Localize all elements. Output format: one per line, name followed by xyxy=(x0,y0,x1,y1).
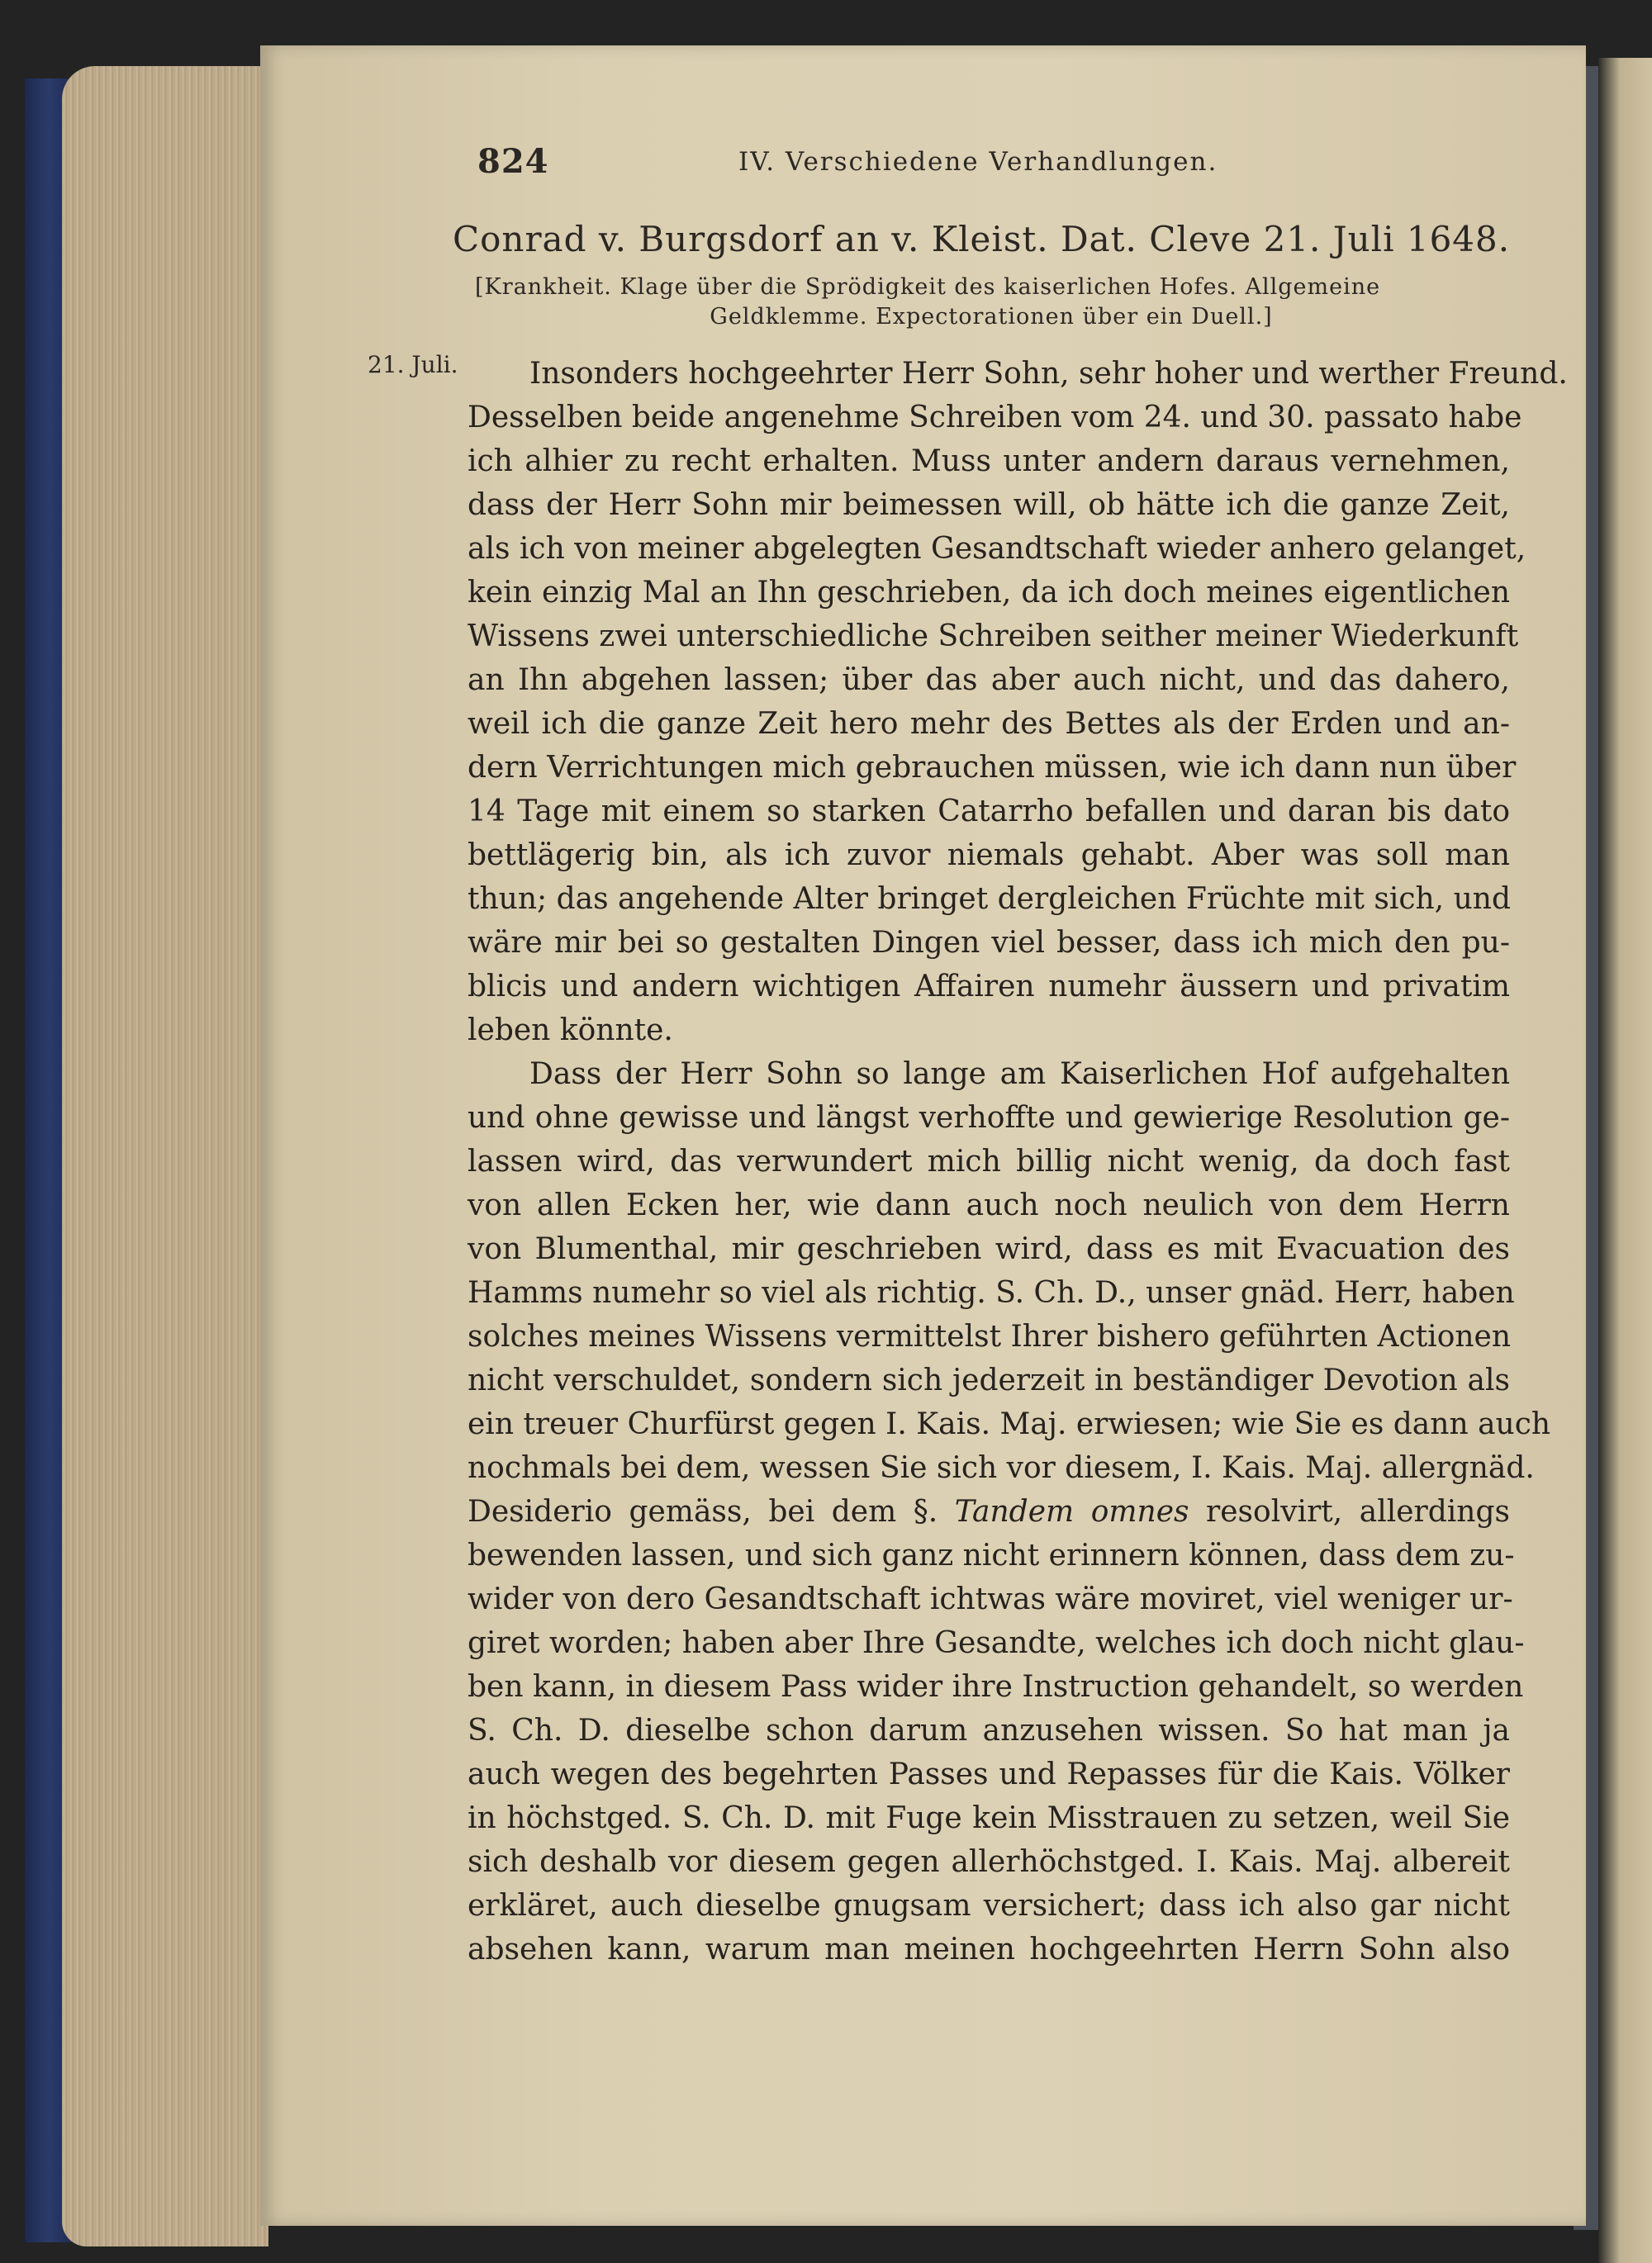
running-head: IV. Verschiedene Verhandlungen. xyxy=(738,147,1218,177)
text-line: als ich von meiner abgelegten Gesandtschaft wieder anhero gelanget, xyxy=(468,532,1526,566)
text-segment: Desiderio gemäss, bei dem §. xyxy=(468,1495,938,1529)
text-line: nicht verschuldet, sondern sich jederzeit in beständiger Devotion als xyxy=(468,1364,1510,1397)
letter-heading: Conrad v. Burgsdorf an v. Kleist. Dat. Cleve 21. Juli 1648. xyxy=(453,219,1511,259)
summary-line: [Krankheit. Klage über die Sprödigkeit des kaiserlichen Hofes. Allgemeine xyxy=(475,274,1381,300)
text-line: bewenden lassen, und sich ganz nicht erinnern können, dass dem zu- xyxy=(468,1539,1515,1573)
text-line: Desselben beide angenehme Schreiben vom 24. und 30. passato habe xyxy=(468,401,1522,434)
text-line: in höchstged. S. Ch. D. mit Fuge kein Misstrauen zu setzen, weil Sie xyxy=(468,1801,1510,1835)
margin-date: 21. Juli. xyxy=(368,351,458,378)
letter-summary xyxy=(475,273,1507,333)
text-line: wider von dero Gesandtschaft ichtwas wäre moviret, viel weniger ur- xyxy=(468,1582,1513,1616)
text-line: wäre mir bei so gestalten Dingen viel besser, dass ich mich den pu- xyxy=(468,926,1510,960)
body-text xyxy=(468,352,1568,1971)
text-line: giret worden; haben aber Ihre Gesandte, welches ich doch nicht glau- xyxy=(468,1626,1525,1660)
text-line: absehen kann, warum man meinen hochgeehrten Herrn Sohn also xyxy=(468,1933,1510,1966)
page-number: 824 xyxy=(477,142,549,181)
text-line: lassen wird, das verwundert mich billig nicht wenig, da doch fast xyxy=(468,1145,1510,1179)
summary-line: Geldklemme. Expectorationen über ein Duell.] xyxy=(710,304,1273,330)
facing-page-edge xyxy=(1598,58,1652,2263)
text-line: von allen Ecken her, wie dann auch noch neulich von dem Herrn xyxy=(468,1188,1510,1222)
text-line: solches meines Wissens vermittelst Ihrer bishero geführten Actionen xyxy=(468,1320,1512,1354)
text-line: an Ihn abgehen lassen; über das aber auch nicht, und das dahero, xyxy=(468,663,1510,697)
text-line: nochmals bei dem, wessen Sie sich vor diesem, I. Kais. Maj. allergnäd. xyxy=(468,1451,1535,1485)
text-line: Hamms numehr so viel als richtig. S. Ch. D., unser gnäd. Herr, haben xyxy=(468,1276,1515,1310)
text-line: sich deshalb vor diesem gegen allerhöchstged. I. Kais. Maj. albereit xyxy=(468,1845,1510,1879)
text-line: erkläret, auch dieselbe gnugsam versichert; dass ich also gar nicht xyxy=(468,1889,1510,1923)
text-line: ich alhier zu recht erhalten. Muss unter andern daraus vernehmen, xyxy=(468,444,1510,478)
text-line: von Blumenthal, mir geschrieben wird, dass es mit Evacuation des xyxy=(468,1232,1510,1266)
text-line: dern Verrichtungen mich gebrauchen müssen, wie ich dann nun über xyxy=(468,751,1517,785)
page-header xyxy=(477,142,1634,192)
text-line: thun; das angehende Alter bringet dergleichen Früchte mit sich, und xyxy=(468,882,1511,916)
text-line: weil ich die ganze Zeit hero mehr des Bettes als der Erden und an- xyxy=(468,707,1510,741)
text-line: Insonders hochgeehrter Herr Sohn, sehr hoher und werther Freund. xyxy=(529,357,1568,391)
text-segment: resolvirt, allerdings xyxy=(1206,1495,1511,1529)
text-line: bettlägerig bin, als ich zuvor niemals gehabt. Aber was soll man xyxy=(468,838,1510,872)
text-line: 14 Tage mit einem so starken Catarrho befallen und daran bis dato xyxy=(468,795,1510,828)
text-line: auch wegen des begehrten Passes und Repasses für die Kais. Völker xyxy=(468,1758,1510,1791)
text-line: kein einzig Mal an Ihn geschrieben, da ich doch meines eigentlichen xyxy=(468,576,1510,610)
text-line: dass der Herr Sohn mir beimessen will, ob hätte ich die ganze Zeit, xyxy=(468,488,1510,522)
text-line: und ohne gewisse und längst verhoffte und gewierige Resolution ge- xyxy=(468,1101,1510,1135)
text-line: blicis und andern wichtigen Affairen numehr äussern und privatim xyxy=(468,970,1510,1003)
text-line: ein treuer Churfürst gegen I. Kais. Maj. erwiesen; wie Sie es dann auch xyxy=(468,1407,1551,1441)
page-edges xyxy=(62,66,268,2246)
text-line-with-italic xyxy=(468,1490,1510,1534)
text-line: Wissens zwei unterschiedliche Schreiben seither meiner Wiederkunft xyxy=(468,619,1519,653)
text-line: S. Ch. D. dieselbe schon darum anzusehen wissen. So hat man ja xyxy=(468,1714,1510,1748)
text-line: leben könnte. xyxy=(468,1013,673,1047)
text-line: ben kann, in diesem Pass wider ihre Instruction gehandelt, so werden xyxy=(468,1670,1524,1704)
text-line: Dass der Herr Sohn so lange am Kaiserlichen Hof aufgehalten xyxy=(529,1057,1510,1091)
italic-phrase: Tandem omnes xyxy=(954,1495,1189,1529)
